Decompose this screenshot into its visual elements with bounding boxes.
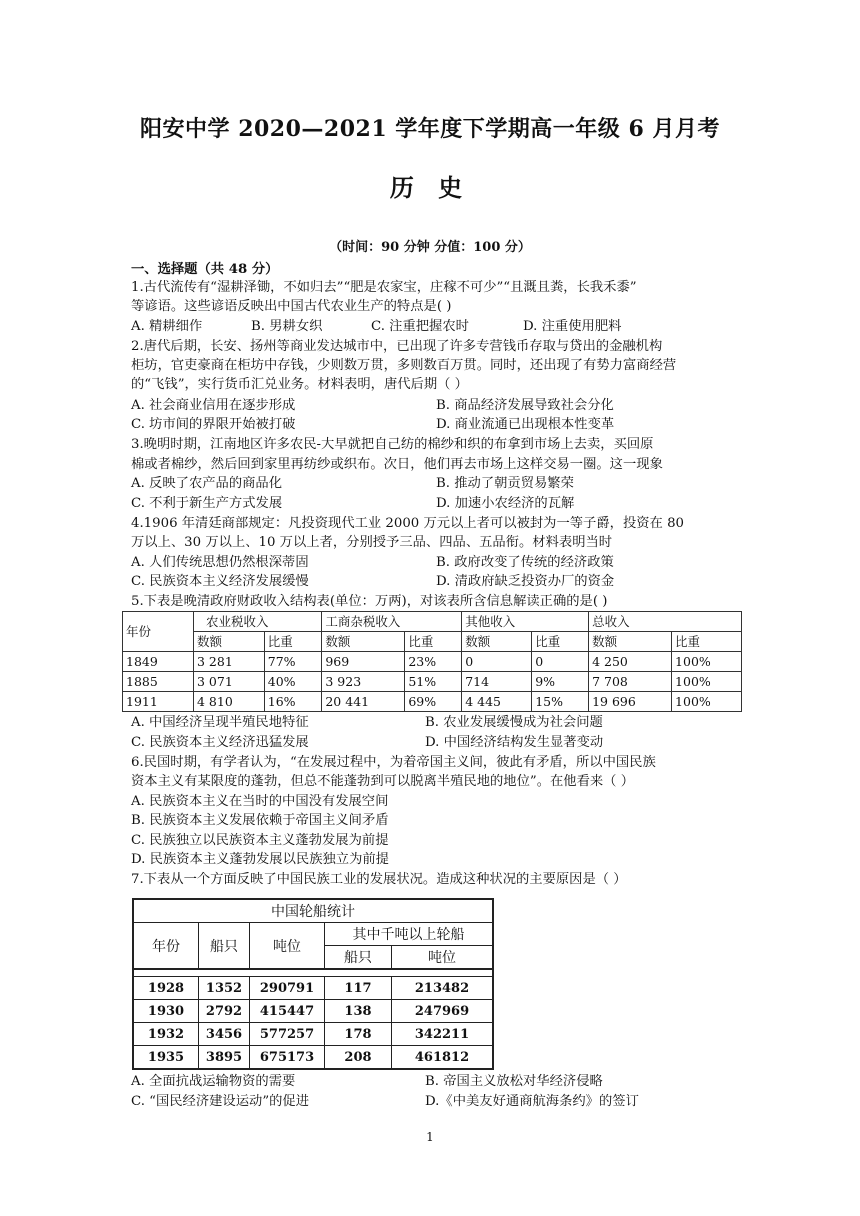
ship-statistics-table [132, 898, 494, 1070]
question-7-line-1: 7.下表从一个方面反映了中国民族工业的发展状况。造成这种状况的主要原因是（ ） [131, 872, 627, 887]
ship-table-title: 中国轮船统计 [133, 899, 493, 923]
table-cell: 290791 [250, 977, 325, 1000]
q6-option-c: C. 民族独立以民族资本主义蓬勃发展为前提 [131, 833, 389, 848]
table-header-group: 农业税收入 [194, 612, 322, 632]
q5-option-c: C. 民族资本主义经济迅猛发展 [131, 735, 309, 750]
table-cell: 0 [532, 652, 589, 672]
question-6-line-1: 6.民国时期，有学者认为，“在发展过程中，为着帝国主义间，彼此有矛盾，所以中国民族 [131, 755, 656, 770]
table-row [133, 1000, 493, 1023]
table-cell: 415447 [250, 1000, 325, 1023]
table-cell: 1935 [133, 1046, 199, 1070]
ship-subheader-ships: 船只 [325, 946, 392, 970]
table-subheader: 比重 [532, 632, 589, 652]
q7-option-a: A. 全面抗战运输物资的需要 [131, 1074, 296, 1089]
ship-subheader-tonnage: 吨位 [392, 946, 494, 970]
question-6-line-2: 资本主义有某限度的蓬勃，但总不能蓬勃到可以脱离半殖民地的地位”。在他看来（ ） [131, 774, 635, 789]
question-1-line-1: 1.古代流传有“湿耕泽锄，不如归去”“肥是农家宝，庄稼不可少”“且溉且粪，长我禾黍” [131, 280, 637, 295]
table-cell: 1928 [133, 977, 199, 1000]
table-cell: 1885 [123, 672, 194, 692]
table-cell: 208 [325, 1046, 392, 1070]
table-row [123, 672, 742, 692]
q4-option-c: C. 民族资本主义经济发展缓慢 [131, 574, 309, 589]
q3-option-a: A. 反映了农产品的商品化 [131, 476, 283, 491]
table-header-group: 工商杂税收入 [322, 612, 462, 632]
q5-option-b: B. 农业发展缓慢成为社会问题 [425, 715, 603, 730]
table-cell: 3895 [199, 1046, 250, 1070]
q6-option-a: A. 民族资本主义在当时的中国没有发展空间 [131, 794, 389, 809]
question-3-line-2: 棉或者棉纱，然后回到家里再纺纱或织布。次日，他们再去市场上这样交易一圈。这一现象 [131, 457, 663, 472]
ship-header-ships: 船只 [199, 923, 250, 970]
table-cell: 51% [405, 672, 462, 692]
exam-info: （时间：90 分钟 分值：100 分） [329, 240, 531, 255]
q4-option-b: B. 政府改变了传统的经济政策 [436, 555, 614, 570]
table-cell: 69% [405, 692, 462, 712]
q1-option-a: A. 精耕细作 [131, 319, 203, 334]
table-cell: 342211 [392, 1023, 494, 1046]
q1-option-d: D. 注重使用肥料 [523, 319, 622, 334]
table-cell: 178 [325, 1023, 392, 1046]
table-divider [133, 969, 493, 977]
q6-option-b: B. 民族资本主义发展依赖于帝国主义间矛盾 [131, 813, 389, 828]
table-cell: 1849 [123, 652, 194, 672]
table-cell: 40% [264, 672, 322, 692]
question-1-line-2: 等谚语。这些谚语反映出中国古代农业生产的特点是( ) [131, 299, 452, 314]
section-heading: 一、选择题（共 48 分） [131, 262, 279, 277]
table-subheader: 数额 [589, 632, 672, 652]
table-cell: 0 [462, 652, 532, 672]
table-subheader: 比重 [264, 632, 322, 652]
q5-option-a: A. 中国经济呈现半殖民地特征 [131, 715, 309, 730]
subject-title: 历 史 [389, 173, 471, 202]
table-cell: 1932 [133, 1023, 199, 1046]
q2-option-c: C. 坊市间的界限开始被打破 [131, 417, 296, 432]
table-header-group: 总收入 [589, 612, 742, 632]
table-cell: 4 250 [589, 652, 672, 672]
table-cell: 77% [264, 652, 322, 672]
table-cell: 3456 [199, 1023, 250, 1046]
table-cell: 2792 [199, 1000, 250, 1023]
table-cell: 4 810 [194, 692, 265, 712]
table-cell: 23% [405, 652, 462, 672]
table-cell: 100% [672, 672, 742, 692]
table-header-year: 年份 [123, 612, 194, 652]
q4-option-a: A. 人们传统思想仍然根深蒂固 [131, 555, 309, 570]
table-cell: 138 [325, 1000, 392, 1023]
table-cell: 100% [672, 692, 742, 712]
q4-option-d: D. 清政府缺乏投资办厂的资金 [436, 574, 615, 589]
table-cell: 15% [532, 692, 589, 712]
exam-title: 阳安中学 2020—2021 学年度下学期高一年级 6 月月考 [140, 116, 720, 142]
table-cell: 714 [462, 672, 532, 692]
table-row [133, 1046, 493, 1070]
page-number: 1 [426, 1130, 434, 1144]
table-row [133, 977, 493, 1000]
q1-option-b: B. 男耕女织 [251, 319, 323, 334]
q7-option-b: B. 帝国主义放松对华经济侵略 [425, 1074, 603, 1089]
table-cell: 4 445 [462, 692, 532, 712]
table-cell: 100% [672, 652, 742, 672]
fiscal-revenue-table [122, 611, 742, 712]
table-subheader: 比重 [672, 632, 742, 652]
q5-option-d: D. 中国经济结构发生显著变动 [425, 735, 604, 750]
question-4-line-1: 4.1906 年清廷商部规定：凡投资现代工业 2000 万元以上者可以被封为一等子爵，投资在 80 [131, 516, 684, 531]
q2-option-d: D. 商业流通已出现根本性变革 [436, 417, 615, 432]
table-cell: 1911 [123, 692, 194, 712]
table-cell: 3 071 [194, 672, 265, 692]
q7-option-c: C. “国民经济建设运动”的促进 [131, 1094, 310, 1109]
q6-option-d: D. 民族资本主义蓬勃发展以民族独立为前提 [131, 852, 389, 867]
q1-option-c: C. 注重把握农时 [371, 319, 469, 334]
question-5-line-1: 5.下表是晚清政府财政收入结构表(单位：万两)，对该表所含信息解读正确的是( ) [131, 594, 608, 609]
q2-option-a: A. 社会商业信用在逐步形成 [131, 398, 296, 413]
table-row [123, 692, 742, 712]
table-cell: 20 441 [322, 692, 405, 712]
table-cell: 577257 [250, 1023, 325, 1046]
table-cell: 247969 [392, 1000, 494, 1023]
table-cell: 969 [322, 652, 405, 672]
table-cell: 7 708 [589, 672, 672, 692]
q2-option-b: B. 商品经济发展导致社会分化 [436, 398, 614, 413]
table-cell: 1352 [199, 977, 250, 1000]
table-subheader: 数额 [322, 632, 405, 652]
table-cell: 3 923 [322, 672, 405, 692]
table-subheader: 数额 [194, 632, 265, 652]
q3-option-b: B. 推动了朝贡贸易繁荣 [436, 476, 574, 491]
question-2-line-2: 柜坊，官吏豪商在柜坊中存钱，少则数万贯，多则数百万贯。同时，还出现了有势力富商经营 [131, 358, 677, 373]
table-row [133, 1023, 493, 1046]
question-4-line-2: 万以上、30 万以上、10 万以上者，分别授予三品、四品、五品衔。材料表明当时 [131, 535, 613, 550]
table-header-group: 其他收入 [462, 612, 589, 632]
table-subheader: 数额 [462, 632, 532, 652]
table-cell: 213482 [392, 977, 494, 1000]
table-cell: 117 [325, 977, 392, 1000]
question-2-line-1: 2.唐代后期，长安、扬州等商业发达城市中，已出现了许多专营钱币存取与贷出的金融机构 [131, 339, 663, 354]
q3-option-d: D. 加速小农经济的瓦解 [436, 496, 575, 511]
table-cell: 19 696 [589, 692, 672, 712]
q3-option-c: C. 不利于新生产方式发展 [131, 496, 283, 511]
q7-option-d: D.《中美友好通商航海条约》的签订 [425, 1094, 639, 1109]
ship-header-tonnage: 吨位 [250, 923, 325, 970]
table-cell: 461812 [392, 1046, 494, 1070]
question-2-line-3: 的“飞钱”，实行货币汇兑业务。材料表明，唐代后期（ ） [131, 377, 468, 392]
table-cell: 675173 [250, 1046, 325, 1070]
question-3-line-1: 3.晚明时期，江南地区许多农民-大早就把自己纺的棉纱和织的布拿到市场上去卖，买回原 [131, 437, 654, 452]
ship-header-large: 其中千吨以上轮船 [325, 923, 494, 946]
table-subheader: 比重 [405, 632, 462, 652]
table-row [123, 652, 742, 672]
table-cell: 1930 [133, 1000, 199, 1023]
ship-header-year: 年份 [133, 923, 199, 970]
table-cell: 16% [264, 692, 322, 712]
table-cell: 3 281 [194, 652, 265, 672]
table-cell: 9% [532, 672, 589, 692]
